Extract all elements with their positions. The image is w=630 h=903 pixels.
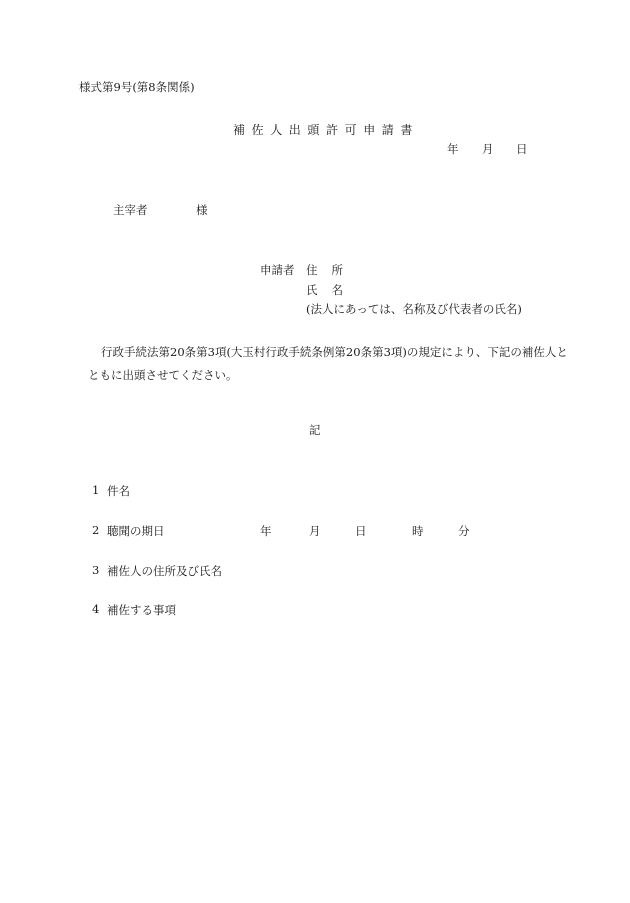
hearing-month-unit: 月 xyxy=(309,524,321,538)
request-body-text: 行政手続法第20条第3項(大玉村行政手続条例第20条第3項)の規定により、下記の補佐人とともに出頭させてください。 xyxy=(88,345,568,382)
applicant-name-label: 氏 名 xyxy=(306,283,349,297)
item-number: 1 xyxy=(92,483,100,497)
form-number-label: 様式第9号(第8条関係) xyxy=(79,80,195,94)
date-year-unit: 年 xyxy=(447,142,459,156)
hearing-year-unit: 年 xyxy=(260,524,272,538)
item-label: 聴聞の期日 xyxy=(107,524,165,538)
item-label: 補佐人の住所及び氏名 xyxy=(107,564,222,578)
honorific-label: 様 xyxy=(196,203,208,217)
date-day-unit: 日 xyxy=(516,142,528,156)
ki-heading: 記 xyxy=(309,423,321,437)
hearing-hour-unit: 時 xyxy=(412,524,424,538)
item-number: 4 xyxy=(92,602,100,616)
hearing-day-unit: 日 xyxy=(355,524,367,538)
date-month-unit: 月 xyxy=(482,142,494,156)
item-label: 件名 xyxy=(107,484,130,498)
item-number: 3 xyxy=(92,563,100,577)
hearing-minute-unit: 分 xyxy=(458,524,470,538)
corporate-note: (法人にあっては、名称及び代表者の氏名) xyxy=(306,302,522,316)
applicant-label: 申請者 xyxy=(260,263,295,277)
item-label: 補佐する事項 xyxy=(107,603,176,617)
organizer-label: 主宰者 xyxy=(113,203,148,217)
item-number: 2 xyxy=(92,523,100,537)
document-title: 補佐人出頭許可申請書 xyxy=(233,123,420,137)
applicant-address-label: 住 所 xyxy=(306,263,349,277)
